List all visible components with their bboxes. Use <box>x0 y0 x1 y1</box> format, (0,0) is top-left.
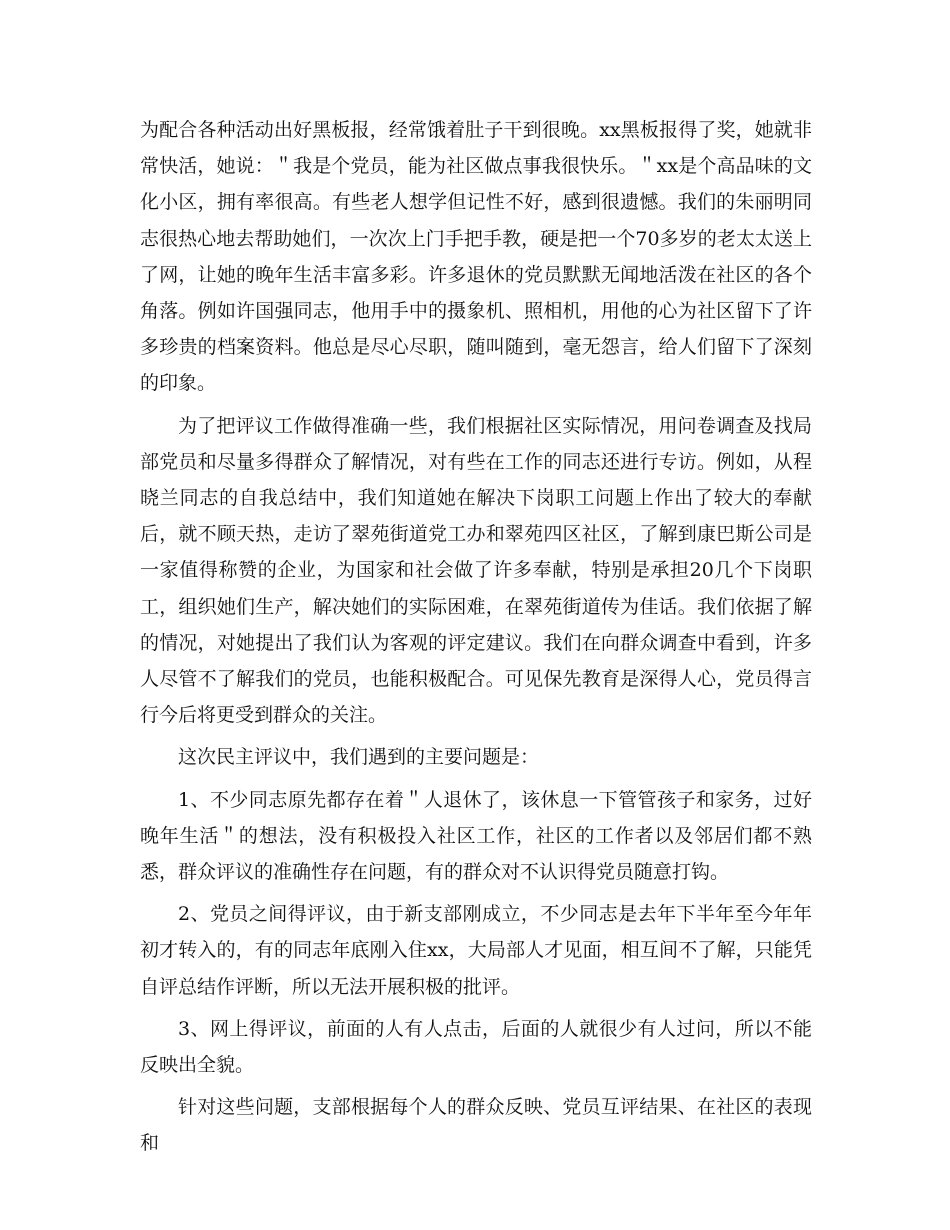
paragraph-1: 为配合各种活动出好黑板报，经常饿着肚子干到很晚。xx黑板报得了奖，她就非常快活，她说：＂我是个党员，能为社区做点事我很快乐。＂xx是个高品味的文化小区，拥有率很高。有些老人想学但记性不好，感到很遗憾。我们的朱丽明同志很热心地去帮助她们，一次次上门手把手教，硬是把一个70多岁的老太太送上了网，让她的晚年生活丰富多彩。许多退休的党员默默无闻地活泼在社区的各个角落。例如许国强同志，他用手中的摄象机、照相机，用他的心为社区留下了许多珍贵的档案资料。他总是尽心尽职，随叫随到，毫无怨言，给人们留下了深刻的印象。 <box>140 119 812 395</box>
paragraph-7: 针对这些问题，支部根据每个人的群众反映、党员互评结果、在社区的表现和 <box>140 1096 812 1155</box>
paragraph-3: 这次民主评议中，我们遇到的主要问题是： <box>178 746 540 769</box>
paragraph-2: 为了把评议工作做得准确一些，我们根据社区实际情况，用问卷调查及找局部党员和尽量多得群众了解情况，对有些在工作的同志还进行专访。例如，从程晓兰同志的自我总结中，我们知道她在解决下岗职工问题上作出了较大的奉献后，就不顾天热，走访了翠苑街道党工办和翠苑四区社区，了解到康巴斯公司是一家值得称赞的企业，为国家和社会做了许多奉献，特别是承担20几个下岗职工，组织她们生产，解决她们的实际困难，在翠苑街道传为佳话。我们依据了解的情况，对她提出了我们认为客观的评定建议。我们在向群众调查中看到，许多人尽管不了解我们的党员，也能积极配合。可见保先教育是深得人心，党员得言行今后将更受到群众的关注。 <box>140 414 812 727</box>
document-body <box>140 112 812 1168</box>
paragraph-5: 2、党员之间得评议，由于新支部刚成立，不少同志是去年下半年至今年年初才转入的，有的同志年底刚入住xx，大局部人才见面，相互间不了解，只能凭自评总结作评断，所以无法开展积极的批评。 <box>140 903 812 998</box>
paragraph-4: 1、不少同志原先都存在着＂人退休了，该休息一下管管孩子和家务，过好晚年生活＂的想法，没有积极投入社区工作，社区的工作者以及邻居们都不熟悉，群众评议的准确性存在问题，有的群众对不认识得党员随意打钩。 <box>140 788 812 884</box>
paragraph-6: 3、网上得评议，前面的人有人点击，后面的人就很少有人过问，所以不能反映出全貌。 <box>140 1017 812 1077</box>
